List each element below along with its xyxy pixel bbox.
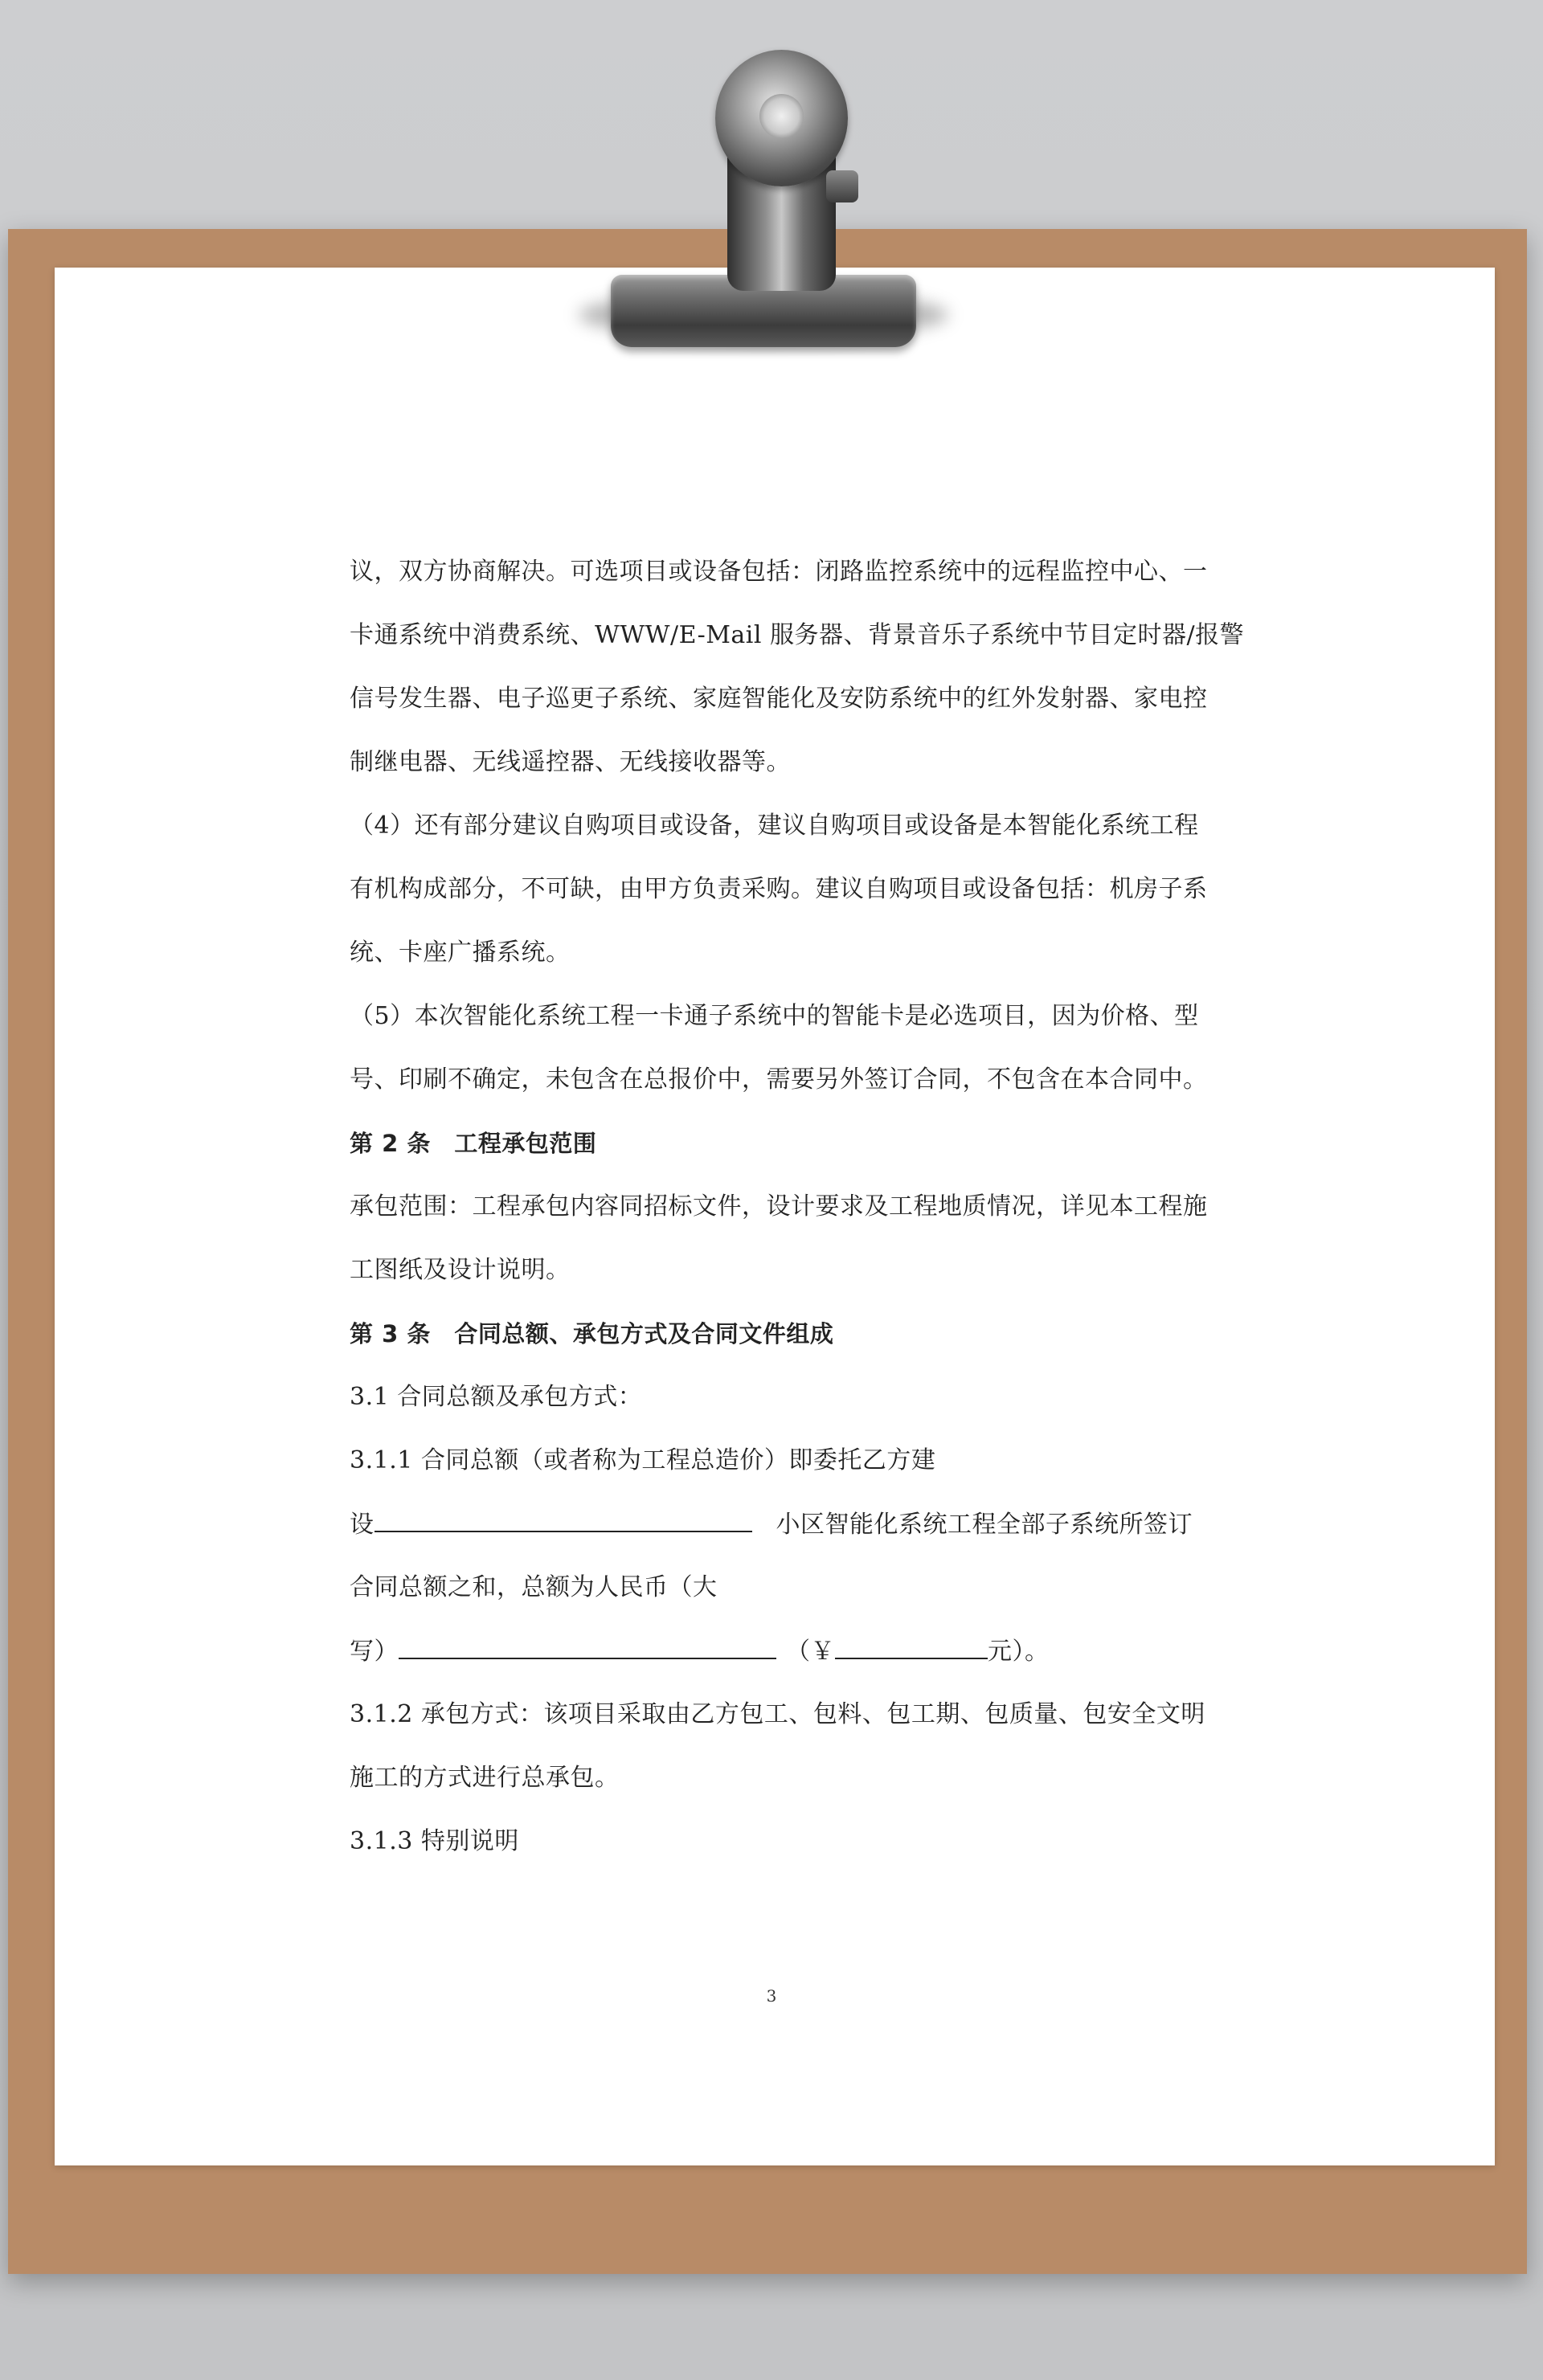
clip-side	[826, 170, 858, 202]
body-text: 小区智能化系统工程全部子系统所签订	[776, 1511, 1193, 1539]
body-line: 3.1.2 承包方式：该项目采取由乙方包工、包料、包工期、包质量、包安全文明	[350, 1700, 1205, 1728]
body-line: 合同总额之和，总额为人民币（大	[350, 1573, 718, 1601]
body-line: 号、印刷不确定，未包含在总报价中，需要另外签订合同，不包含在本合同中。	[350, 1065, 1208, 1094]
body-text: 写）	[350, 1638, 399, 1666]
body-text: （￥	[786, 1638, 835, 1666]
page-number: 3	[766, 1986, 777, 2006]
body-line: 3.1.1 合同总额（或者称为工程总造价）即委托乙方建	[350, 1446, 936, 1474]
body-text: 元）。	[988, 1638, 1050, 1666]
body-line: 施工的方式进行总承包。	[350, 1764, 620, 1792]
body-line: 制继电器、无线遥控器、无线接收器等。	[350, 748, 791, 776]
body-line: 信号发生器、电子巡更子系统、家庭智能化及安防系统中的红外发射器、家电控	[350, 685, 1208, 713]
body-line: 卡通系统中消费系统、WWW/E-Mail 服务器、背景音乐子系统中节目定时器/报警	[350, 621, 1245, 649]
body-line: 承包范围：工程承包内容同招标文件，设计要求及工程地质情况，详见本工程施	[350, 1192, 1208, 1221]
section-heading: 3.1.3 特别说明	[350, 1827, 519, 1855]
section-heading: 3.1 合同总额及承包方式：	[350, 1383, 643, 1411]
clip-hole	[759, 94, 804, 138]
amount-fill-line	[350, 1634, 1050, 1669]
article-3-heading: 第 3 条 合同总额、承包方式及合同文件组成	[350, 1320, 834, 1347]
article-2-heading: 第 2 条 工程承包范围	[350, 1130, 597, 1157]
amount-figure-underline	[835, 1634, 988, 1659]
body-line: 统、卡座广播系统。	[350, 939, 571, 967]
amount-words-underline	[399, 1634, 776, 1659]
blank-fill-line	[350, 1507, 1193, 1542]
blank-underline	[374, 1507, 752, 1532]
binder-clip-icon	[579, 50, 948, 355]
body-line: 工图纸及设计说明。	[350, 1256, 571, 1284]
body-line: （5）本次智能化系统工程一卡通子系统中的智能卡是必选项目，因为价格、型	[350, 1002, 1199, 1030]
body-line: 有机构成部分，不可缺，由甲方负责采购。建议自购项目或设备包括：机房子系	[350, 875, 1208, 903]
body-text: 设	[350, 1511, 374, 1539]
body-line: （4）还有部分建议自购项目或设备，建议自购项目或设备是本智能化系统工程	[350, 812, 1199, 840]
body-line: 议，双方协商解决。可选项目或设备包括：闭路监控系统中的远程监控中心、一	[350, 558, 1208, 586]
